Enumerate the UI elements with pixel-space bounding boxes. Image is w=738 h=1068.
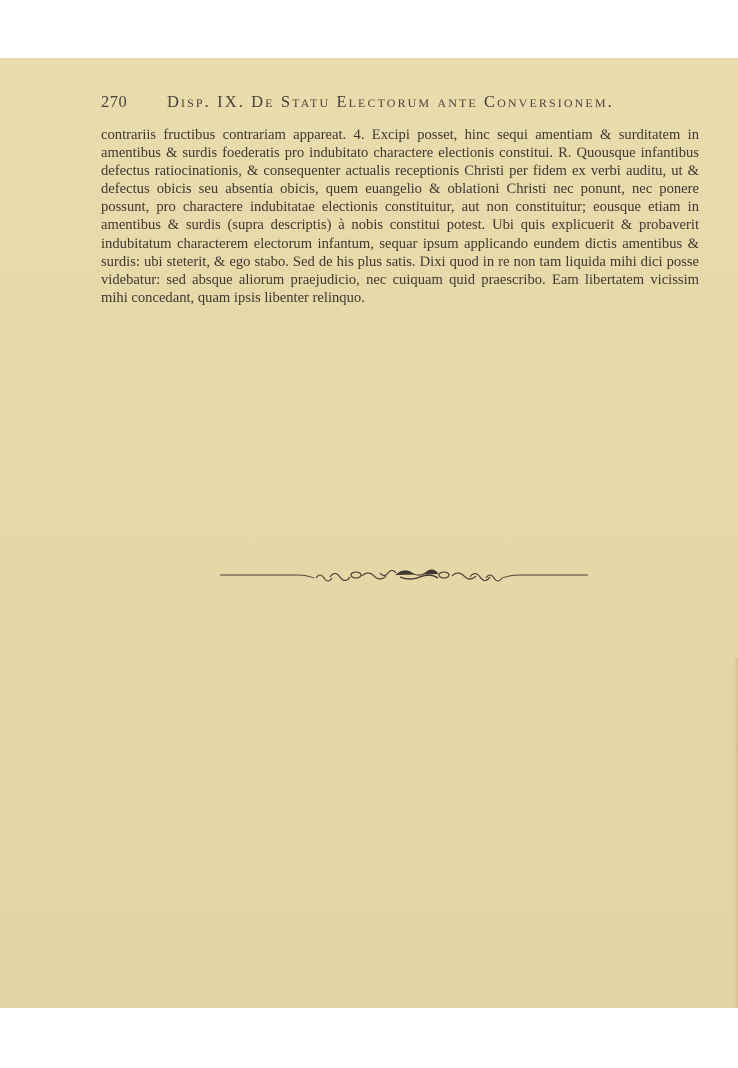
running-head [101,92,641,114]
running-head-title: Disp. IX. De Statu Electorum ante Conversionem. [167,92,614,111]
scanned-page [0,58,738,1008]
page-number: 270 [101,92,128,111]
ornament-divider [220,566,588,584]
body-paragraph: contrariis fructibus contrariam appareat. 4. Excipi posset, hinc sequi amentiam & surditatem in amentibus & surdis foederatis pro indubitato charactere electionis constitui. R. Quousque infantibus defectus ratiocinationis, & consequenter actualis receptionis Christi per fidem ex verbi auditu, ut & defectus obicis seu absentia obicis, quem euangelio & oblationi Christi nec ponunt, nec ponere possunt, pro charactere indubitatae electionis constituitur, aut non constituitur; eousque etiam in amentibus & surdis (supra descriptis) à nobis constitui potest. Ubi quis explicuerit & probaverit indubitatum characterem electorum infantum, sequar ipsum applicando eundem dictis amentibus & surdis: ubi steterit, & ego stabo. Sed de his plus satis. Dixi quod in re non tam liquida mihi dici posse videbatur: sed absque aliorum praejudicio, nec cuiquam quid praescribo. Eam libertatem vicissim mihi concedant, quam ipsis libenter relinquo. [101,127,699,306]
